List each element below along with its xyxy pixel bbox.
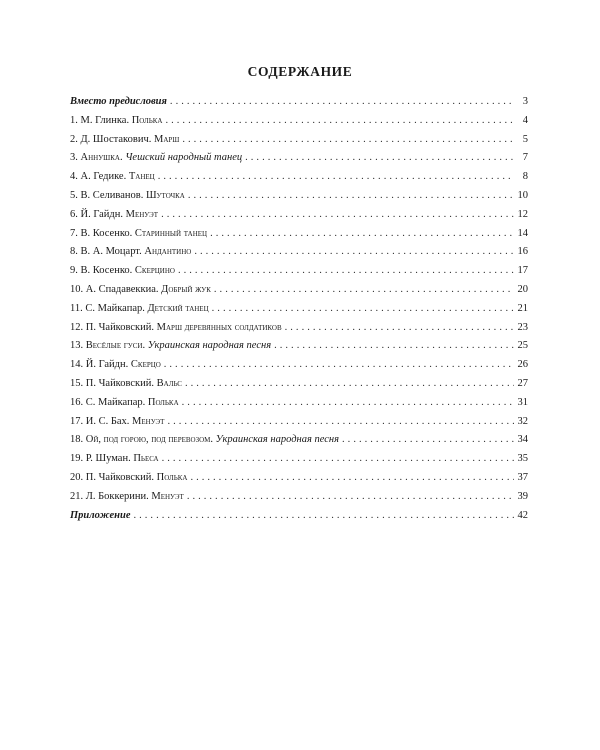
toc-entry-title <box>70 187 185 206</box>
toc-entry-title-part: Вальс <box>156 377 182 389</box>
toc-entry-page-number: 17 <box>517 265 528 277</box>
toc-entry <box>70 225 528 244</box>
dot-leader <box>165 112 514 131</box>
dot-leader <box>212 300 514 319</box>
toc-entry-title-part: Украинская народная песня <box>215 434 340 446</box>
toc-entry-page-number: 25 <box>517 340 528 352</box>
toc-entry-title-part: Танец <box>128 171 155 183</box>
dot-leader <box>161 206 514 225</box>
toc-entry-title-part: 5. В. Селиванов. <box>70 189 146 201</box>
toc-entry-title <box>70 149 242 168</box>
toc-entry-page-number: 20 <box>517 283 528 295</box>
toc-entry-title-part: 18. <box>70 434 86 446</box>
dot-leader <box>285 319 514 338</box>
dot-leader <box>162 450 514 469</box>
toc-entry-title <box>70 431 339 450</box>
toc-entry-title-part: 17. И. С. Бах. <box>70 415 133 427</box>
toc-entry-page-number: 37 <box>517 471 528 483</box>
page-title: СОДЕРЖАНИЕ <box>247 64 353 79</box>
toc-entry-title-part: 14. Й. Гайдн. <box>70 359 131 371</box>
toc-entry-title-part: Марш <box>153 133 180 145</box>
toc-entry <box>70 413 528 432</box>
dot-leader <box>342 431 514 450</box>
toc-entry <box>70 206 528 225</box>
toc-entry-title <box>70 281 211 300</box>
dot-leader <box>167 413 514 432</box>
toc-entry-page-number: 12 <box>517 208 528 220</box>
toc-entry-page-number: 32 <box>517 415 528 427</box>
dot-leader <box>188 187 514 206</box>
toc-entry-page-number: 27 <box>517 377 528 389</box>
toc-entry-page-number: 3 <box>522 96 528 107</box>
toc-entry-title-part: Добрый жук <box>161 283 211 295</box>
toc-entry-title <box>70 413 164 432</box>
toc-entry-title-part: Полька <box>156 471 188 483</box>
toc-entry <box>70 168 528 187</box>
dot-leader <box>182 131 514 150</box>
toc-entry-title <box>70 262 175 281</box>
toc-entry <box>70 300 528 319</box>
dot-leader <box>190 469 514 488</box>
toc-entry-title-part: Украинская народная песня <box>147 340 272 352</box>
toc-entry <box>70 187 528 206</box>
toc-entry-title-part: Аннушка <box>80 152 120 164</box>
toc-entry-page-number: 34 <box>517 434 528 446</box>
toc-entry-title <box>70 243 191 262</box>
dot-leader <box>185 375 514 394</box>
toc-entry-title-part: 3. <box>70 152 81 164</box>
toc-entry-title-part: 10. А. Спадавеккиа. <box>70 283 162 295</box>
toc-entry-page-number: 8 <box>522 171 528 183</box>
toc-entry <box>70 450 528 469</box>
toc-entry-title-part: 11. С. Майкапар. <box>70 302 148 314</box>
toc-entry <box>70 431 528 450</box>
toc-entry-title-part: 12. П. Чайковский. <box>70 321 157 333</box>
dot-leader <box>187 488 514 507</box>
toc-entry-title-part: Андантино <box>144 246 192 258</box>
toc-entry-title-part: Менуэт <box>151 490 184 502</box>
dot-leader <box>164 356 514 375</box>
dot-leader <box>182 394 514 413</box>
toc-entry-page-number: 7 <box>522 152 528 164</box>
toc-entry <box>70 394 528 413</box>
toc-entry <box>70 262 528 281</box>
toc-entry-title-part: 8. В. А. Моцарт. <box>70 246 145 258</box>
toc-entry-title-part: Детский танец <box>147 302 209 314</box>
table-of-contents <box>70 93 528 525</box>
dot-leader <box>245 149 514 168</box>
toc-entry-title-part: Скерцо <box>130 359 161 371</box>
toc-entry <box>70 281 528 300</box>
toc-entry-title-part: 4. А. Гедике. <box>70 171 129 183</box>
toc-entry-title-part: Менуэт <box>132 415 165 427</box>
toc-entry-title-part: 7. В. Косенко. <box>70 227 135 239</box>
toc-entry <box>70 243 528 262</box>
toc-entry-title-part: 13. <box>70 340 86 352</box>
toc-entry-title <box>70 93 167 112</box>
toc-entry <box>70 488 528 507</box>
toc-entry-page-number: 14 <box>517 227 528 239</box>
toc-entry-title-part: 19. Р. Шуман. <box>70 453 134 465</box>
toc-entry <box>70 131 528 150</box>
toc-entry-page-number: 10 <box>517 189 528 201</box>
toc-entry-title-part: . <box>142 340 148 352</box>
toc-entry-page-number: 35 <box>517 453 528 465</box>
toc-entry-title-part: 2. Д. Шостакович. <box>70 133 154 145</box>
toc-entry <box>70 356 528 375</box>
toc-entry-title-part: Чешский народный танец <box>125 152 243 164</box>
toc-entry <box>70 112 528 131</box>
toc-entry-title-part: 15. П. Чайковский. <box>70 377 157 389</box>
toc-entry-title-part: Менуэт <box>125 208 159 220</box>
toc-entry-title-part: 1. М. Глинка. <box>70 114 132 126</box>
toc-entry-title-part: Вместо предисловия <box>70 96 167 107</box>
toc-entry-title-part: Ой, под горою, под перевозом <box>85 434 211 446</box>
toc-entry-title <box>70 337 271 356</box>
toc-entry-title <box>70 394 179 413</box>
dot-leader <box>158 168 514 187</box>
toc-entry-title-part: . <box>210 434 216 446</box>
dot-leader <box>214 281 514 300</box>
toc-entry-page-number: 26 <box>517 359 528 371</box>
dot-leader <box>210 225 514 244</box>
toc-entry-title-part: Полька <box>147 396 179 408</box>
dot-leader <box>178 262 514 281</box>
toc-entry <box>70 319 528 338</box>
toc-entry-title <box>70 225 207 244</box>
dot-leader <box>133 507 514 526</box>
dot-leader <box>274 337 514 356</box>
toc-entry <box>70 507 528 526</box>
toc-entry-page-number: 21 <box>517 302 528 314</box>
toc-entry <box>70 337 528 356</box>
toc-entry-title <box>70 356 161 375</box>
toc-entry-title-part: Скерцино <box>134 265 175 277</box>
toc-entry-title <box>70 507 130 526</box>
toc-entry <box>70 375 528 394</box>
toc-entry-title-part: 20. П. Чайковский. <box>70 471 157 483</box>
toc-entry-title-part: Приложение <box>70 509 131 521</box>
toc-entry-page-number: 39 <box>517 490 528 502</box>
toc-entry-page-number: 42 <box>517 509 528 521</box>
toc-entry-title-part: 6. Й. Гайдн. <box>70 208 126 220</box>
toc-entry-title <box>70 112 162 131</box>
toc-entry-title-part: . <box>119 152 126 164</box>
toc-entry-title <box>70 469 187 488</box>
toc-entry-page-number: 5 <box>522 133 528 145</box>
toc-entry-title <box>70 131 179 150</box>
toc-entry-title-part: Пьеса <box>133 453 159 465</box>
toc-entry-title-part: 16. С. Майкапар. <box>70 396 148 408</box>
toc-entry-title-part: Весёлые гуси <box>85 340 143 352</box>
toc-entry-title <box>70 168 155 187</box>
toc-entry-title <box>70 375 182 394</box>
dot-leader <box>194 243 514 262</box>
toc-entry <box>70 149 528 168</box>
toc-entry-title-part: 9. В. Косенко. <box>70 265 135 277</box>
toc-entry-title <box>70 319 282 338</box>
toc-entry-title <box>70 488 184 507</box>
toc-entry-title <box>70 450 159 469</box>
toc-entry-title-part: Шуточка <box>145 189 185 201</box>
toc-entry-page-number: 23 <box>517 321 528 333</box>
toc-entry-title <box>70 300 209 319</box>
toc-entry-title <box>70 206 158 225</box>
dot-leader <box>170 93 514 112</box>
toc-entry-title-part: 21. Л. Боккерини. <box>70 490 152 502</box>
toc-entry-page-number: 4 <box>522 114 528 126</box>
toc-entry-title-part: Полька <box>131 114 163 126</box>
toc-entry-title-part: Марш деревянных солдатиков <box>156 321 282 333</box>
toc-entry <box>70 93 528 112</box>
toc-entry <box>70 469 528 488</box>
toc-entry-title-part: Старинный танец <box>134 227 208 239</box>
toc-entry-page-number: 31 <box>517 396 528 408</box>
toc-entry-page-number: 16 <box>517 246 528 258</box>
